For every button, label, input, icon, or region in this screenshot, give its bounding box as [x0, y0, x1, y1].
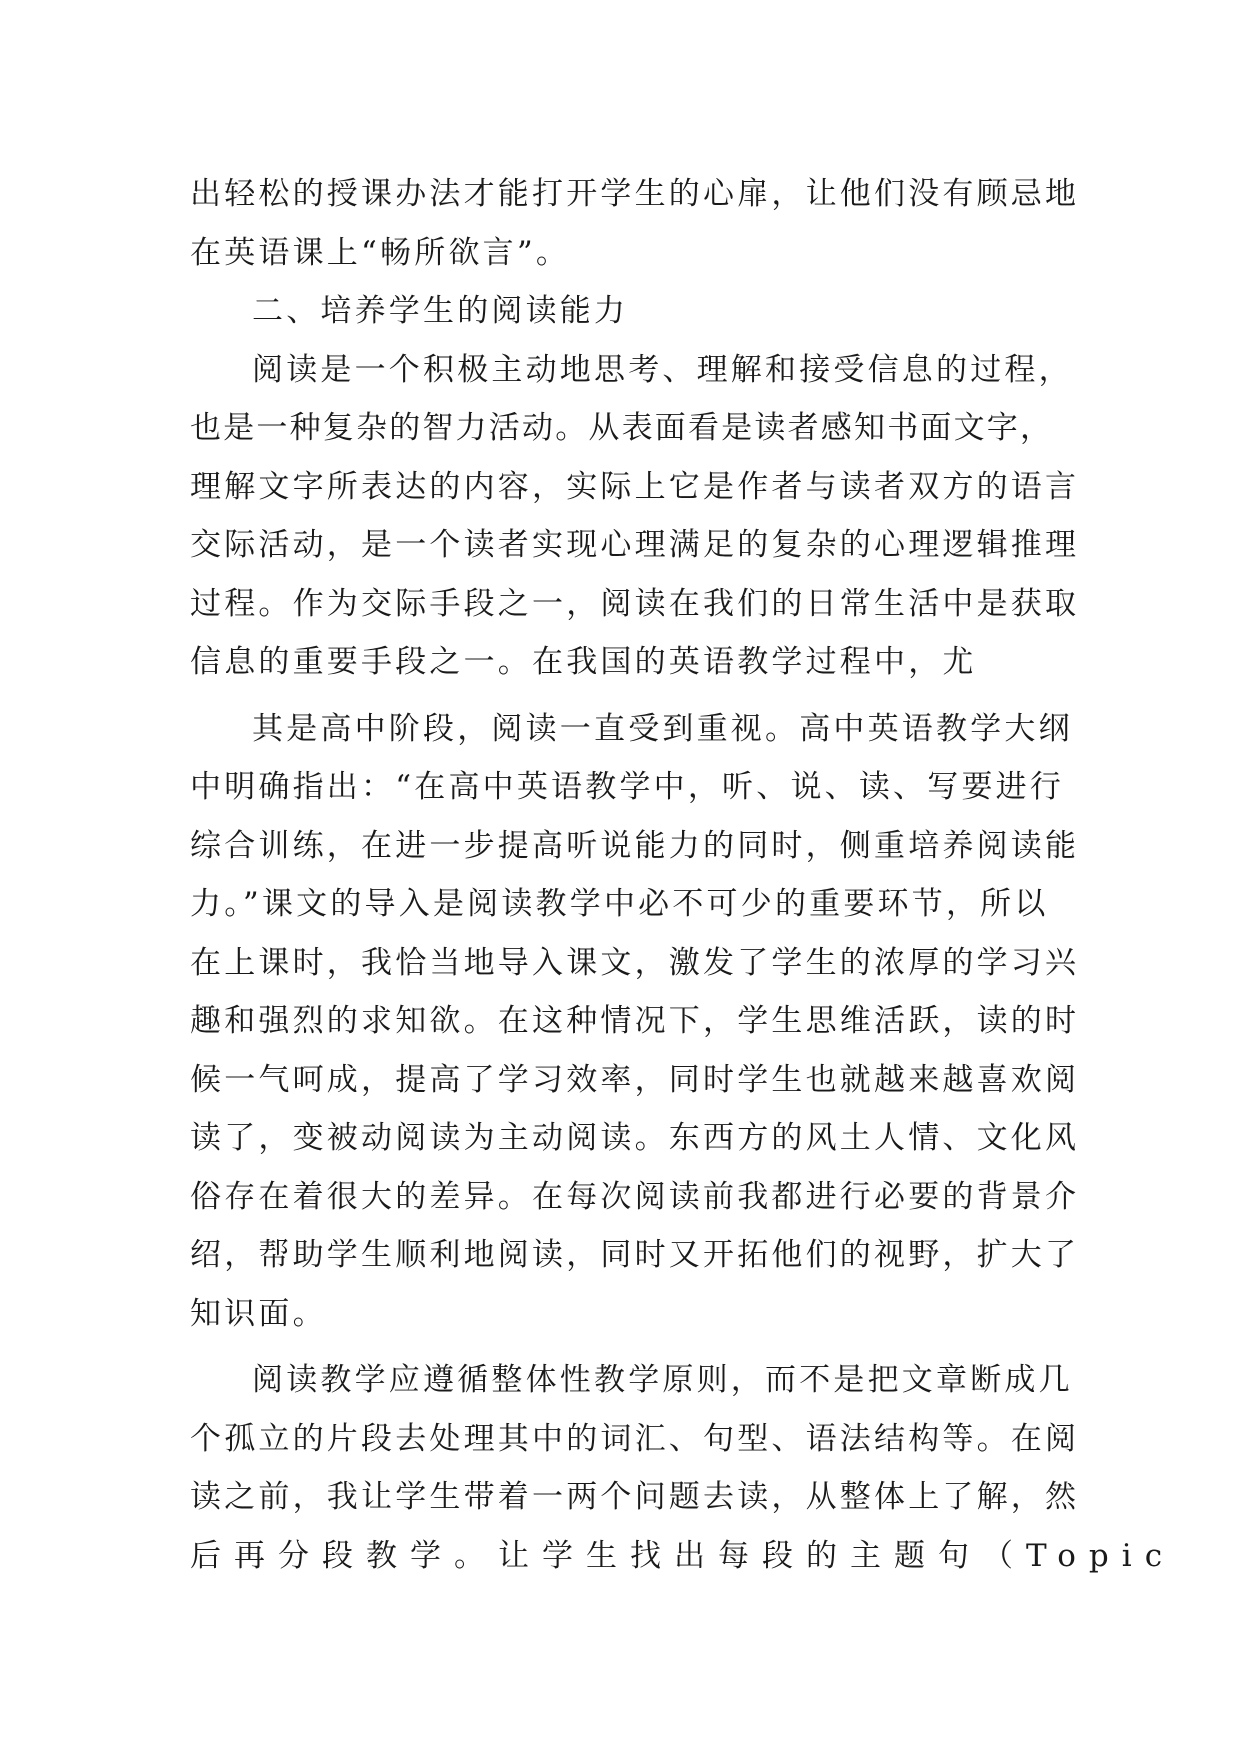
text-line: 也是一种复杂的智力活动。从表面看是读者感知书面文字，: [190, 410, 1054, 446]
text-line: 过程。作为交际手段之一，阅读在我们的日常生活中是获取: [190, 585, 1080, 622]
text-line: 在英语课上“畅所欲言”。: [190, 234, 571, 271]
text-line: 中明确指出：“在高中英语教学中，听、说、读、写要进行: [190, 769, 1065, 805]
text-line: 候一气呵成，提高了学习效率，同时学生也就越来越喜欢阅: [190, 1061, 1080, 1098]
document-body: [190, 165, 1176, 1585]
paragraph-first-line: 其是高中阶段，阅读一直受到重视。高中英语教学大纲: [252, 710, 1073, 747]
paragraph-first-line: 阅读教学应遵循整体性教学原则，而不是把文章断成几: [252, 1362, 1073, 1398]
text-line: 俗存在着很大的差异。在每次阅读前我都进行必要的背景介: [190, 1178, 1080, 1215]
text-line: 读之前，我让学生带着一两个问题去读，从整体上了解，然: [190, 1479, 1080, 1515]
text-line: 理解文字所表达的内容，实际上它是作者与读者双方的语言: [190, 468, 1080, 505]
text-line: 读了，变被动阅读为主动阅读。东西方的风土人情、文化风: [190, 1120, 1080, 1156]
paragraph-first-line: 阅读是一个积极主动地思考、理解和接受信息的过程，: [252, 351, 1073, 388]
text-line: 力。”课文的导入是阅读教学中必不可少的重要环节，所以: [190, 886, 1049, 922]
text-line: 后再分段教学。让学生找出每段的主题句（Topic: [190, 1537, 1176, 1574]
section-heading: 二、培养学生的阅读能力: [252, 293, 629, 329]
text-line: 综合训练，在进一步提高听说能力的同时，侧重培养阅读能: [190, 827, 1080, 864]
text-line: 绍，帮助学生顺利地阅读，同时又开拓他们的视野，扩大了: [190, 1237, 1080, 1273]
text-line: 信息的重要手段之一。在我国的英语教学过程中，尤: [190, 644, 977, 680]
text-line: 在上课时，我恰当地导入课文，激发了学生的浓厚的学习兴: [190, 944, 1080, 981]
text-line: 知识面。: [190, 1295, 327, 1332]
text-line: 趣和强烈的求知欲。在这种情况下，学生思维活跃，读的时: [190, 1003, 1080, 1039]
text-line: 出轻松的授课办法才能打开学生的心扉，让他们没有顾忌地: [190, 176, 1080, 212]
text-line: 个孤立的片段去处理其中的词汇、句型、语法结构等。在阅: [190, 1420, 1080, 1457]
text-line: 交际活动，是一个读者实现心理满足的复杂的心理逻辑推理: [190, 527, 1080, 563]
